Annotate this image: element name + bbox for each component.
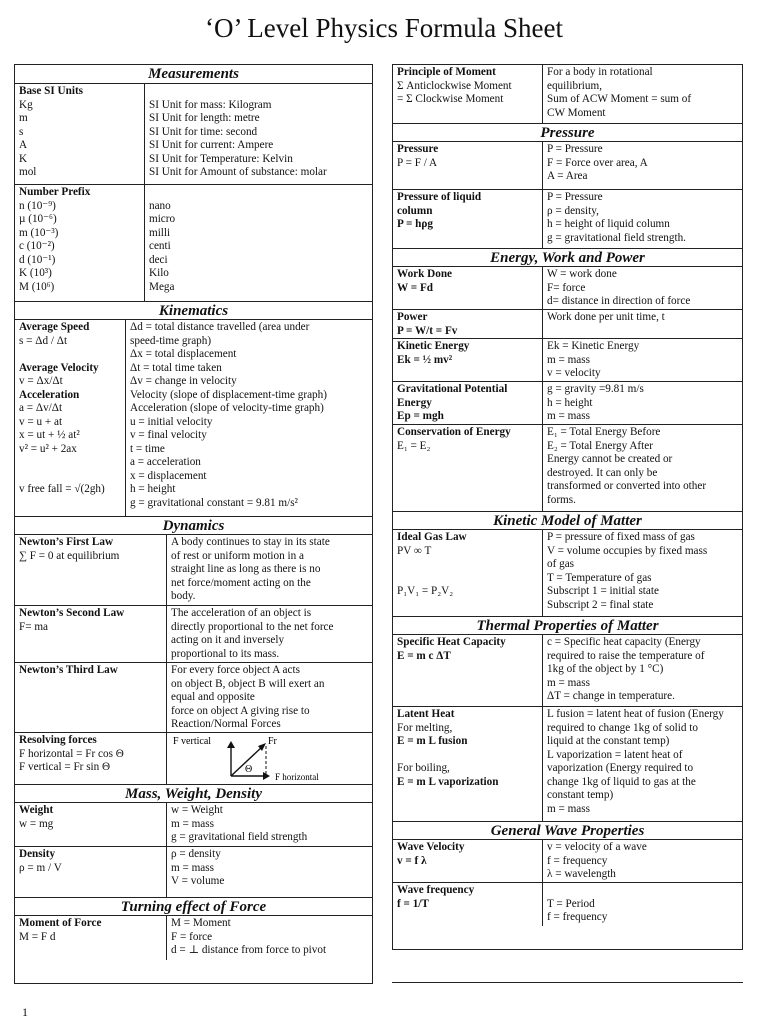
left-column (14, 64, 373, 984)
description-text: c = Specific heat capacity (Energy (547, 636, 701, 648)
formula-cell (15, 535, 167, 605)
description-cell (145, 185, 372, 301)
formula-cell (393, 530, 543, 616)
formula-text: F= ma (19, 620, 48, 633)
formula-text: Ep = mgh (397, 410, 444, 422)
description-text: V = volume (171, 875, 225, 887)
description-text: g = gravitational constant = 9.81 m/s² (130, 496, 298, 509)
formula-cell (15, 916, 167, 960)
description-text: W = work done (547, 268, 617, 280)
description-text (149, 85, 368, 99)
formula-cell (15, 320, 126, 516)
formula-text: P = hρg (397, 218, 433, 230)
description-text: v = velocity (547, 367, 601, 379)
description-text: T = Temperature of gas (547, 571, 652, 584)
description-text: v = velocity of a wave (547, 841, 647, 853)
section-heading: Mass, Weight, Density (15, 784, 372, 803)
description-text: h = height (130, 483, 176, 495)
description-text: SI Unit for length: metre (149, 112, 260, 124)
description-text: change 1kg of liquid to gas at the (547, 775, 696, 788)
formula-text: Kinetic Energy (397, 340, 470, 352)
description-text: L vaporization = latent heat of (547, 748, 683, 761)
description-text: required to change 1kg of solid to (547, 721, 698, 734)
description-text: Sum of ACW Moment = sum of (547, 93, 692, 105)
description-text (149, 186, 368, 200)
formula-row (393, 190, 742, 248)
formula-text: P = W/t = Fv (397, 324, 458, 337)
description-text: net force/moment acting on the (171, 576, 311, 589)
formula-text: ρ = m / V (19, 861, 62, 874)
formula-row (15, 803, 372, 847)
description-text: required to raise the temperature of (547, 649, 705, 662)
description-text: m = mass (547, 410, 590, 422)
formula-text: Gravitational Potential (397, 383, 508, 395)
description-text: on object B, object B will exert an (171, 677, 325, 690)
description-cell (543, 840, 742, 882)
description-text: ΔT = change in temperature. (547, 690, 675, 702)
description-text: Energy cannot be created or (547, 453, 673, 465)
section-heading: Turning effect of Force (15, 897, 372, 916)
diagram-vertical-label: F vertical (173, 736, 212, 747)
formula-row (393, 339, 742, 382)
formula-text: W = Fd (397, 281, 434, 294)
section-pressure (393, 123, 742, 248)
formula-text: x = ut + ½ at² (19, 429, 80, 441)
formula-row (15, 847, 372, 897)
section-heading: Dynamics (15, 516, 372, 535)
formula-text: Newton’s Second Law (19, 607, 125, 619)
description-text: a = acceleration (130, 456, 201, 468)
formula-text: Pressure of liquid (397, 191, 482, 203)
section-heading: Pressure (393, 123, 742, 142)
description-text: P = Pressure (547, 143, 603, 155)
description-text: L fusion = latent heat of fusion (Energy (547, 708, 724, 720)
formula-text: ∑ F = 0 at equilibrium (19, 549, 120, 562)
description-text: A body continues to stay in its state (171, 536, 330, 548)
description-cell (543, 190, 742, 248)
formula-text: Newton’s Third Law (19, 664, 118, 676)
description-text: destroyed. It can only be (547, 466, 658, 479)
description-text: Δx = total displacement (130, 348, 237, 360)
description-text: transformed or converted into other (547, 480, 707, 492)
formula-text: Energy (397, 396, 432, 409)
section-heading: Kinematics (15, 301, 372, 320)
description-text: vaporization (Energy required to (547, 762, 694, 774)
description-text: h = height of liquid column (547, 218, 670, 230)
description-text: liquid at the constant temp) (547, 735, 670, 747)
formula-text: v = Δx/Δt (19, 375, 63, 387)
formula-text: Resolving forces (19, 734, 97, 746)
description-cell (145, 84, 372, 184)
section-heading: Energy, Work and Power (393, 248, 742, 267)
formula-text: s (19, 125, 24, 138)
formula-text: P₁V₁ = P₂V₂ (397, 585, 454, 597)
description-cell (167, 663, 372, 732)
formula-row (15, 663, 372, 733)
description-text: Ek = Kinetic Energy (547, 340, 640, 352)
description-text: equal and opposite (171, 691, 255, 703)
bottom-rule (392, 982, 743, 983)
description-cell (543, 65, 742, 123)
description-text: Δt = total time taken (130, 361, 222, 374)
formula-cell (393, 142, 543, 189)
description-text: m = mass (547, 676, 590, 689)
formula-text (19, 456, 121, 470)
formula-row (393, 635, 742, 707)
section-heading: General Wave Properties (393, 821, 742, 840)
formula-text (397, 572, 538, 586)
formula-cell (393, 883, 543, 926)
formula-text: Ek = ½ mv² (397, 353, 453, 366)
description-text: Δd = total distance travelled (area under (130, 321, 310, 333)
formula-cell (393, 65, 543, 123)
formula-cell (15, 847, 167, 897)
formula-cell (393, 190, 543, 248)
formula-text: Weight (19, 804, 54, 816)
formula-text: For melting, (397, 721, 453, 734)
formula-text: = Σ Clockwise Moment (397, 93, 504, 105)
description-text: u = initial velocity (130, 415, 213, 428)
description-text: F = force (171, 930, 213, 943)
description-text: m = mass (547, 802, 590, 815)
section-general-wave-properties (393, 821, 742, 926)
formula-cell (393, 840, 543, 882)
description-text: m = mass (547, 353, 590, 366)
description-text: of rest or uniform motion in a (171, 549, 304, 562)
formula-row (393, 382, 742, 425)
section-thermal-properties-of-matter (393, 616, 742, 821)
description-text: Reaction/Normal Forces (171, 718, 281, 730)
formula-text: Pressure (397, 143, 439, 155)
description-text: For a body in rotational (547, 66, 653, 78)
formula-row (15, 320, 372, 516)
description-text: of gas (547, 558, 575, 570)
description-text: g = gravitational field strength (171, 831, 308, 843)
formula-text: f = 1/T (397, 897, 429, 910)
formula-text: Average Velocity (19, 361, 99, 374)
description-text: ρ = density, (547, 204, 599, 217)
description-text: Δv = change in velocity (130, 375, 237, 387)
formula-text: w = mg (19, 817, 54, 830)
description-text: Velocity (slope of displacement-time graph) (130, 388, 327, 401)
description-text: forms. (547, 493, 576, 506)
description-text: P = Pressure (547, 191, 603, 203)
description-text: nano (149, 199, 171, 212)
formula-row (393, 840, 742, 883)
formula-text: Base SI Units (19, 85, 84, 97)
formula-text (397, 558, 538, 572)
description-text: acting on it and inversely (171, 634, 285, 646)
description-text: f = frequency (547, 911, 608, 923)
description-cell (543, 267, 742, 309)
formula-text: P = F / A (397, 156, 438, 169)
description-text: directly proportional to the net force (171, 620, 334, 633)
description-text: F= force (547, 281, 586, 294)
description-cell (167, 733, 372, 784)
diagram-angle-label: Θ (245, 764, 253, 775)
formula-cell (393, 707, 543, 821)
description-text: E₂ = Total Energy After (547, 439, 653, 452)
description-cell (167, 803, 372, 846)
formula-cell (393, 635, 543, 706)
formula-text: Acceleration (19, 388, 80, 401)
description-text: CW Moment (547, 106, 606, 119)
formula-text: v free fall = √(2gh) (19, 483, 105, 495)
page-title: ‘O’ Level Physics Formula Sheet (205, 13, 563, 43)
description-text: Work done per unit time, t (547, 311, 665, 323)
page-number: 1 (22, 1005, 28, 1019)
formula-cell (15, 185, 145, 301)
description-text: t = time (130, 442, 165, 455)
description-text: E₁ = Total Energy Before (547, 426, 661, 438)
description-text: micro (149, 213, 176, 225)
formula-text: c (10⁻²) (19, 240, 55, 252)
description-cell (543, 425, 742, 511)
formula-text: K (19, 152, 28, 165)
formula-row (15, 535, 372, 606)
description-text: straight line as long as there is no (171, 563, 321, 575)
description-text: g = gravitational field strength. (547, 231, 686, 244)
description-cell (543, 310, 742, 338)
formula-row (393, 883, 742, 926)
formula-text: m (19, 112, 28, 124)
description-text: body. (171, 590, 196, 602)
description-text: v = final velocity (130, 429, 207, 441)
description-text: h = height (547, 396, 593, 409)
formula-text (19, 348, 121, 362)
description-text: V = volume occupies by fixed mass (547, 544, 708, 557)
force-resolution-diagram (171, 734, 351, 782)
formula-row (393, 707, 742, 821)
description-cell (543, 883, 742, 926)
section-turning-effect-of-force (15, 897, 372, 960)
description-text: The acceleration of an object is (171, 607, 312, 619)
formula-row (393, 267, 742, 310)
formula-text: Kg (19, 98, 33, 111)
description-text: d= distance in direction of force (547, 295, 691, 307)
formula-row (15, 84, 372, 185)
formula-row (15, 606, 372, 663)
formula-text: For boiling, (397, 762, 450, 774)
formula-text: Σ Anticlockwise Moment (397, 79, 512, 92)
formula-row (393, 142, 742, 190)
formula-text: F horizontal = Fr cos Θ (19, 747, 124, 760)
formula-text: Number Prefix (19, 186, 91, 198)
formula-cell (393, 425, 543, 511)
formula-text: Work Done (397, 268, 453, 280)
description-text: SI Unit for current: Ampere (149, 139, 274, 151)
description-cell (543, 382, 742, 424)
formula-cell (15, 606, 167, 662)
formula-text: Latent Heat (397, 708, 455, 720)
formula-text (397, 749, 538, 763)
description-text: speed-time graph) (130, 334, 212, 347)
formula-text: M (10⁶) (19, 280, 55, 293)
description-cell (167, 847, 372, 897)
formula-cell (393, 267, 543, 309)
formula-text: s = Δd / Δt (19, 334, 68, 347)
formula-text: F vertical = Fr sin Θ (19, 761, 111, 773)
formula-text: Wave frequency (397, 884, 475, 896)
description-text: constant temp) (547, 789, 614, 801)
section-mass-weight-density (15, 784, 372, 897)
description-text: m = mass (171, 817, 214, 830)
formula-text (19, 470, 121, 484)
description-cell (167, 916, 372, 960)
description-text: equilibrium, (547, 79, 602, 92)
formula-text: d (10⁻¹) (19, 253, 56, 266)
formula-text: mol (19, 166, 37, 178)
description-text: SI Unit for time: second (149, 125, 258, 138)
formula-text: m (10⁻³) (19, 226, 59, 239)
description-text: Kilo (149, 267, 169, 279)
description-text: M = Moment (171, 917, 231, 929)
description-text: centi (149, 240, 171, 252)
formula-cell (393, 339, 543, 381)
description-text: ρ = density (171, 848, 221, 860)
description-text: Subscript 1 = initial state (547, 585, 659, 597)
section-kinetic-model-of-matter (393, 511, 742, 616)
formula-text: Newton’s First Law (19, 536, 114, 548)
description-text: A = Area (547, 170, 588, 182)
description-text: Subscript 2 = final state (547, 598, 654, 611)
diagram-horizontal-label: F horizontal (275, 772, 319, 782)
description-text: λ = wavelength (547, 868, 616, 880)
formula-text: E₁ = E₂ (397, 439, 431, 452)
description-text (547, 884, 738, 898)
formula-cell (393, 310, 543, 338)
formula-cell (15, 803, 167, 846)
section-kinematics (15, 301, 372, 516)
section-dynamics (15, 516, 372, 784)
description-text: Acceleration (slope of velocity-time graph) (130, 402, 324, 414)
description-text: P = pressure of fixed mass of gas (547, 531, 695, 543)
description-text: w = Weight (171, 804, 223, 816)
formula-cell (15, 84, 145, 184)
section-principle-of-moment (393, 65, 742, 123)
description-cell (543, 142, 742, 189)
description-cell (543, 530, 742, 616)
description-text: For every force object A acts (171, 664, 300, 676)
formula-text: E = m L vaporization (397, 775, 499, 788)
description-text: F = Force over area, A (547, 156, 648, 169)
formula-text: Moment of Force (19, 917, 102, 929)
formula-text: n (10⁻⁹) (19, 199, 56, 212)
formula-text: M = F d (19, 930, 56, 943)
description-cell (167, 535, 372, 605)
formula-row (15, 733, 372, 784)
formula-text: Wave Velocity (397, 841, 465, 853)
description-text: SI Unit for mass: Kilogram (149, 98, 272, 111)
formula-text: E = m c ΔT (397, 649, 451, 662)
description-text: Mega (149, 280, 175, 293)
section-energy-work-and-power (393, 248, 742, 511)
description-cell (543, 339, 742, 381)
description-cell (543, 635, 742, 706)
formula-row (393, 310, 742, 339)
description-text: deci (149, 253, 168, 266)
section-heading: Measurements (15, 65, 372, 84)
formula-row (393, 65, 742, 123)
formula-row (393, 425, 742, 511)
description-text: T = Period (547, 897, 595, 910)
description-cell (543, 707, 742, 821)
formula-cell (15, 733, 167, 784)
diagram-resultant-label: Fr (268, 736, 277, 747)
description-text: proportional to its mass. (171, 647, 280, 660)
formula-text: E = m L fusion (397, 735, 468, 747)
formula-text: Average Speed (19, 321, 90, 333)
right-column (392, 64, 743, 950)
formula-text: v = u + at (19, 415, 63, 428)
section-measurements (15, 65, 372, 301)
description-text: 1kg of the object by 1 °C) (547, 663, 664, 675)
description-cell (126, 320, 372, 516)
formula-cell (15, 663, 167, 732)
formula-text: v² = u² + 2ax (19, 442, 77, 455)
formula-text: K (10³) (19, 267, 52, 279)
formula-text: Density (19, 848, 56, 860)
description-text: milli (149, 226, 171, 239)
description-cell (167, 606, 372, 662)
description-text: SI Unit for Amount of substance: molar (149, 166, 327, 178)
formula-text: A (19, 139, 28, 151)
formula-text: Conservation of Energy (397, 426, 511, 438)
formula-text: Principle of Moment (397, 66, 496, 78)
formula-text: Ideal Gas Law (397, 531, 467, 543)
formula-row (15, 916, 372, 960)
section-heading: Kinetic Model of Matter (393, 511, 742, 530)
formula-text: Specific Heat Capacity (397, 636, 506, 648)
formula-text: Power (397, 311, 428, 323)
description-text: x = displacement (130, 469, 207, 482)
description-text: SI Unit for Temperature: Kelvin (149, 152, 293, 165)
formula-text: PV ∞ T (397, 544, 432, 557)
formula-text: µ (10⁻⁶) (19, 213, 57, 225)
formula-row (393, 530, 742, 616)
formula-cell (393, 382, 543, 424)
formula-row (15, 185, 372, 301)
section-heading: Thermal Properties of Matter (393, 616, 742, 635)
description-text: d = ⊥ distance from force to pivot (171, 944, 327, 956)
description-text: f = frequency (547, 854, 608, 867)
formula-text: column (397, 204, 433, 217)
description-text: force on object A giving rise to (171, 704, 310, 717)
formula-text: a = Δv/Δt (19, 402, 63, 414)
formula-text: v = f λ (397, 854, 427, 867)
description-text: m = mass (171, 861, 214, 874)
description-text: g = gravity =9.81 m/s (547, 383, 644, 395)
